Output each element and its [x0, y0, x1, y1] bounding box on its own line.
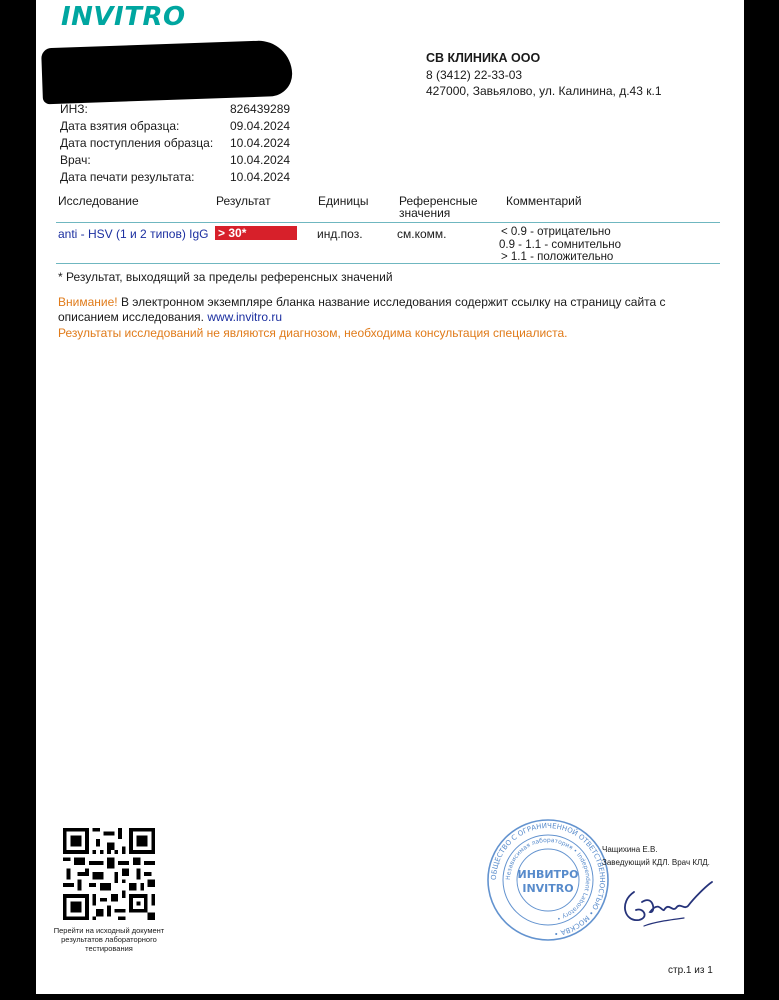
result-reference: см.комм.	[397, 227, 447, 241]
signatory-position: Заведующий КДЛ. Врач КЛД.	[602, 858, 710, 867]
col-header-units: Единицы	[318, 194, 369, 208]
result-value-flagged: > 30*	[215, 226, 297, 240]
col-header-comment: Комментарий	[506, 194, 582, 208]
svg-text:ИНВИТРО: ИНВИТРО	[517, 868, 579, 881]
invitro-site-link[interactable]: www.invitro.ru	[207, 310, 283, 324]
clinic-address: 427000, Завьялово, ул. Калинина, д.43 к.1	[426, 84, 662, 98]
col-header-reference: Референсные значения	[399, 194, 478, 220]
warning-note	[58, 295, 728, 325]
clinic-name: СВ КЛИНИКА ООО	[426, 51, 541, 65]
qr-caption: Перейти на исходный документ результатов лабораторного тестирования	[53, 926, 165, 953]
signatory-name: Чащихина Е.В.	[602, 845, 658, 854]
table-divider	[56, 222, 720, 223]
disclaimer: Результаты исследований не являются диагнозом, необходима консультация специалиста.	[58, 326, 568, 340]
handwritten-signature	[614, 872, 714, 930]
result-comment: < 0.9 - отрицательно 0.9 - 1.1 - сомнительно > 1.1 - положительно	[499, 226, 621, 263]
table-bottom-divider	[56, 263, 720, 264]
test-name-link[interactable]: anti - HSV (1 и 2 типов) IgG	[58, 227, 209, 241]
col-header-test: Исследование	[58, 194, 139, 208]
footnote: * Результат, выходящий за пределы референсных значений	[58, 270, 393, 284]
invitro-logo: INVITRO	[61, 2, 186, 32]
svg-text:INVITRO: INVITRO	[522, 882, 574, 895]
result-units: инд.поз.	[317, 227, 363, 241]
laboratory-stamp	[486, 818, 610, 942]
qr-code[interactable]	[63, 828, 155, 920]
svg-text:ОБЩЕСТВО С ОГРАНИЧЕННОЙ ОТВЕТС: ОБЩЕСТВО С ОГРАНИЧЕННОЙ ОТВЕТСТВЕННОСТЬЮ • МОСКВА •	[489, 821, 607, 938]
clinic-phone: 8 (3412) 22-33-03	[426, 68, 523, 82]
warning-text: В электронном экземпляре бланка название исследования содержит ссылку на страницу сайта с описанием исследования.	[58, 295, 666, 324]
col-header-result: Результат	[216, 194, 271, 208]
result-document: INVITRO ИНЗ: 826439289 Дата взятия образца: 09.04.2024 Дата поступления образца: 10.04.2024 Врач: 10.04.2024 Дата печати результата: 10.04.2024 СВ КЛИНИКА ООО 8 (3412) 22-33-03 427000, Завьялово, ул. Калинина, д.43 к.1 Исследование Результат Единицы Референсные значения Комментарий anti - HSV (1 и 2 типов) IgG > 30* инд.поз. см.комм. < 0.9 - отрицательно 0.9 - 1.1 - сомнительно > 1.1 - положительно * Результат, выходящий за пределы референсных значений Внимание! В электронном экземпляре бланка название исследования содержит ссылку на страницу сайта с описанием исследования. www.invitro.ru Результаты исследований не являются диагнозом, необходима консультация специалиста. Перейти на исходный документ результатов лабораторного тестирования ОБЩЕСТВО С ОГРАНИЧЕННОЙ ОТВЕТСТВЕННОСТЬЮ • МОСКВА • Независимая лаборатория • Independent Laboratory • ИНВИТРО INVITRO Чащихина Е.В. Заведующий КДЛ. Врач КЛД. стр.1 из 1	[36, 0, 744, 994]
page-number: стр.1 из 1	[668, 965, 713, 976]
redacted-patient-name	[41, 40, 293, 105]
warning-title: Внимание!	[58, 295, 118, 309]
svg-text:Независимая лаборатория • Inde: Независимая лаборатория • Independent Laboratory •	[504, 836, 592, 922]
